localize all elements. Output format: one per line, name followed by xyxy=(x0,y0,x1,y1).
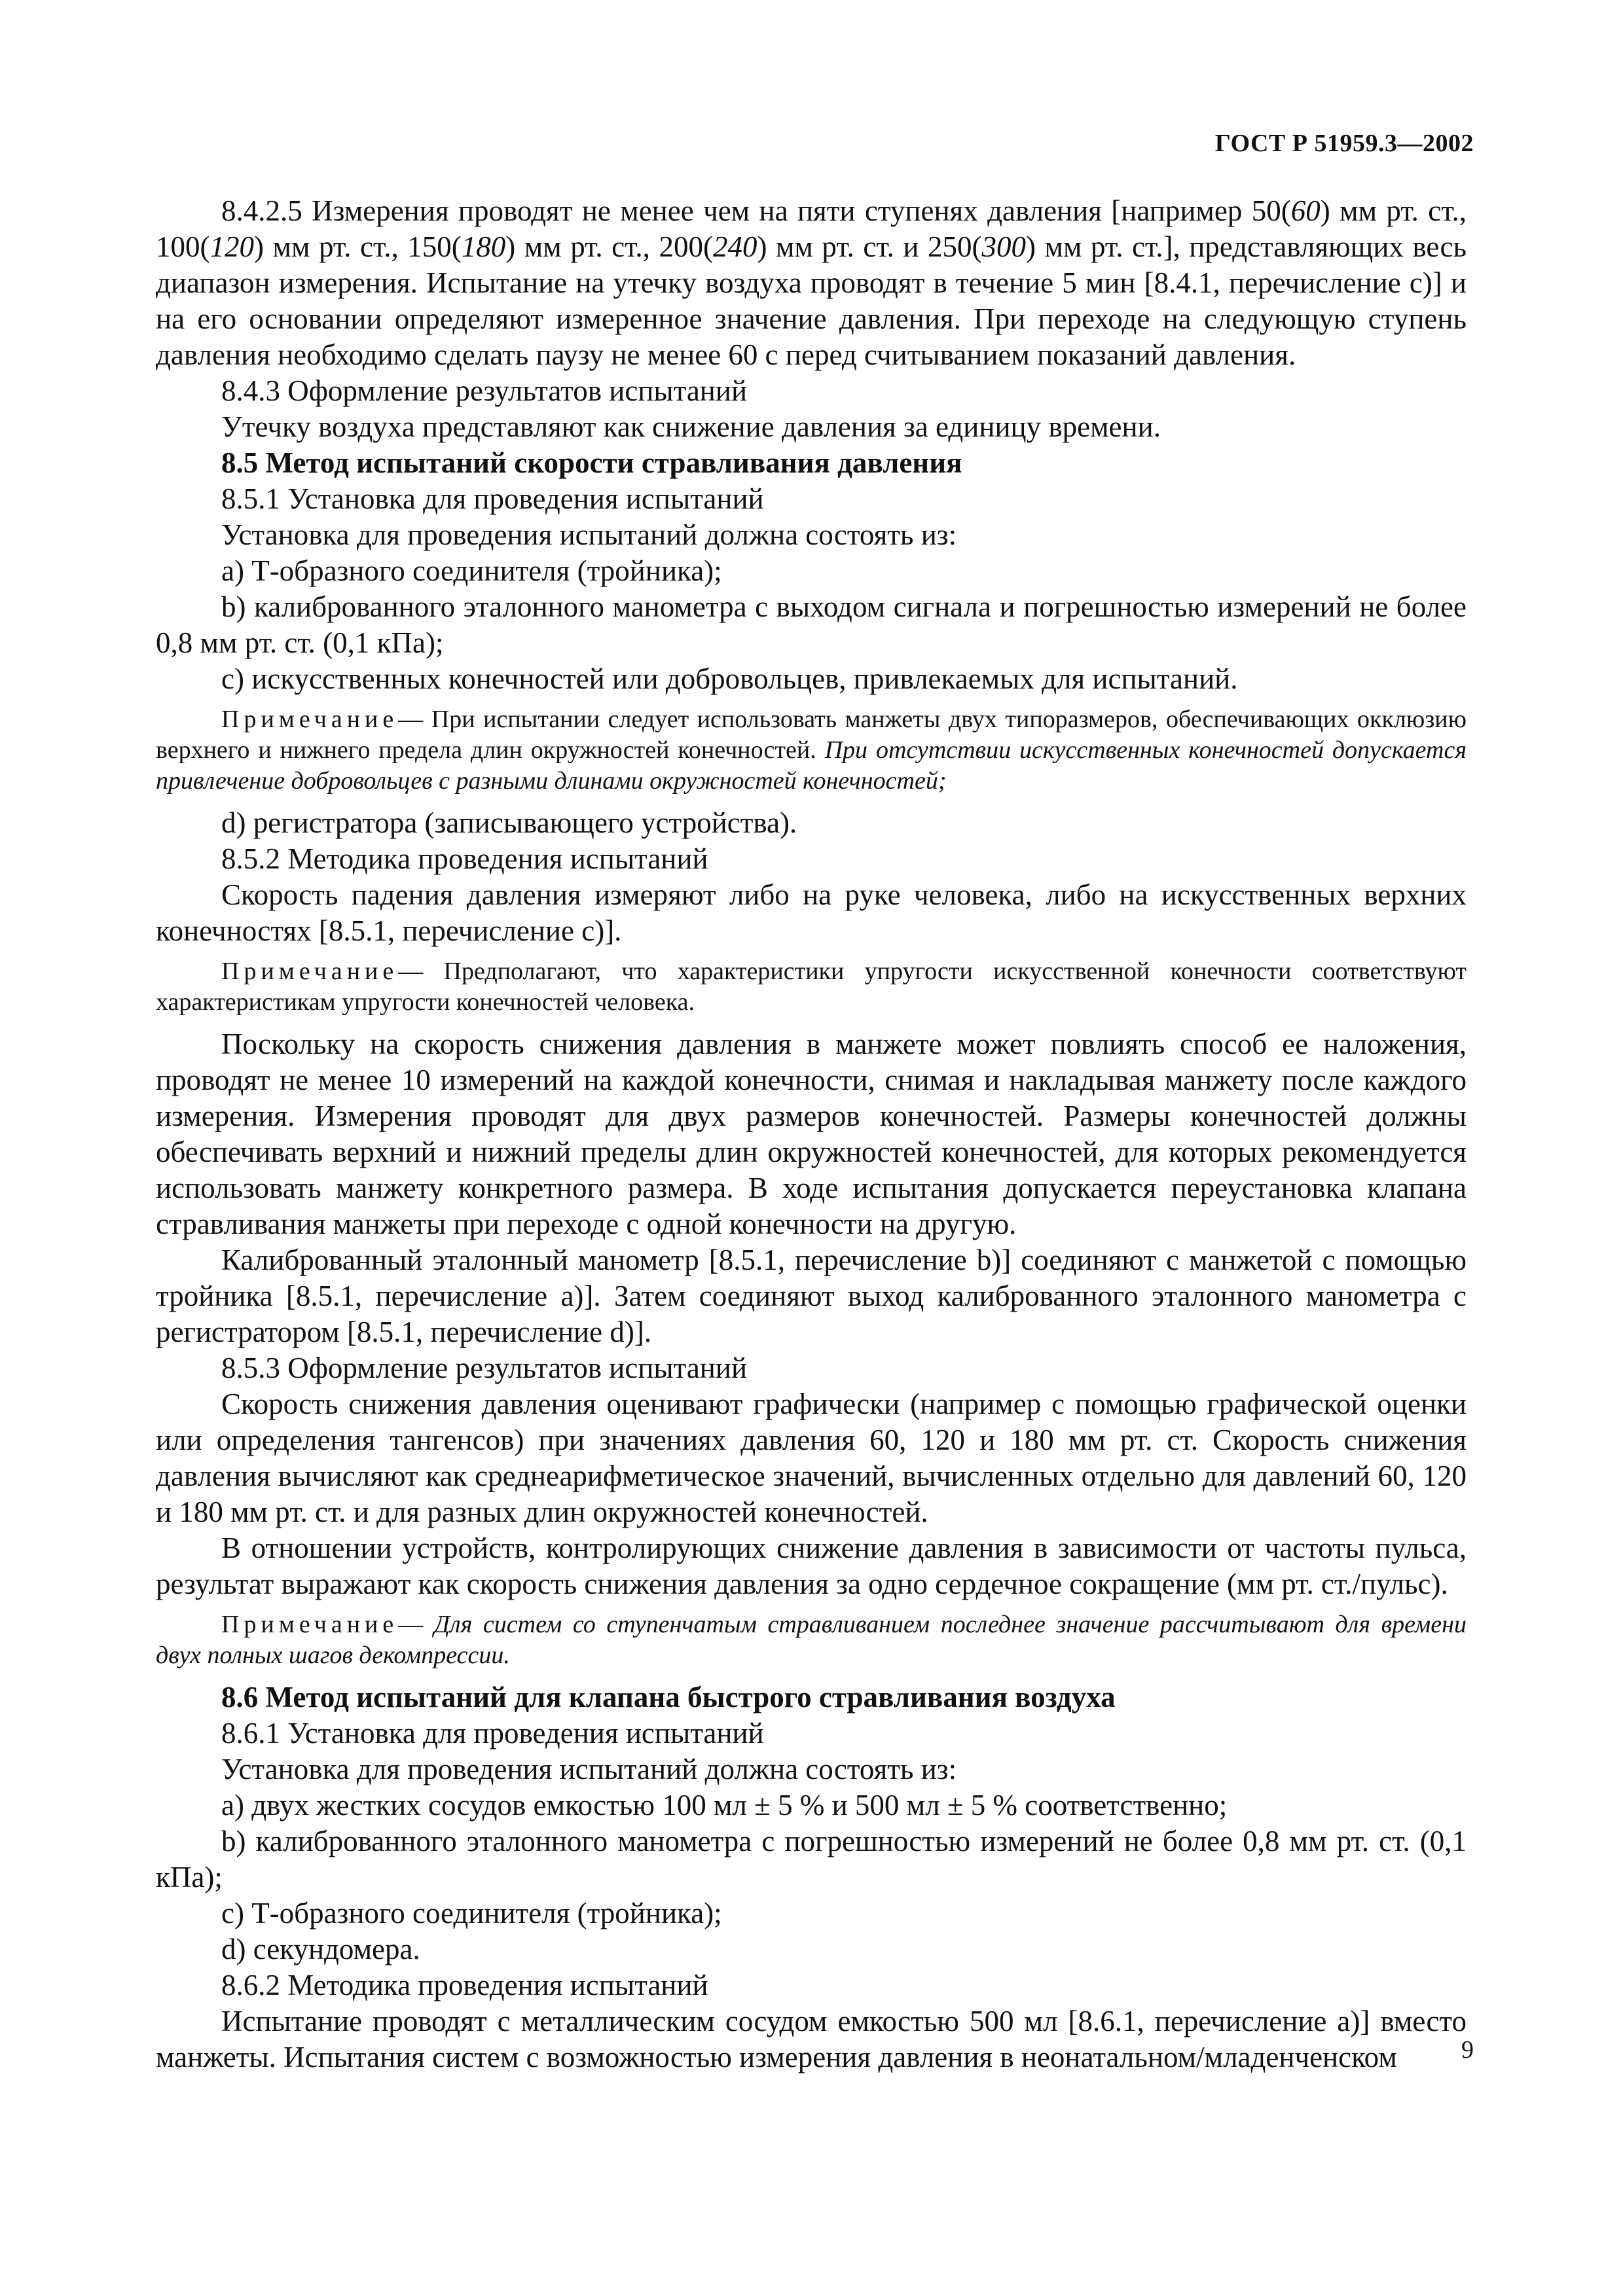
heading-8-5-3: 8.5.3 Оформление результатов испытаний xyxy=(221,1352,748,1384)
list-item-8-5-1-c: с) искусственных конечностей или добровольцев, привлекаемых для испытаний. xyxy=(221,662,1238,695)
paragraph-8-5-2-p3: Калиброванный эталонный манометр [8.5.1, перечисление b)] соединяют с манжетой с помощью тройника [8.5.1, перечисление а)]. Затем соединяют выход калиброванного эталонного манометра с регистратором [8.5.1, перечисление d)]. xyxy=(156,1244,1467,1348)
note-label: Примечание xyxy=(221,1611,399,1638)
heading-8-5-1: 8.5.1 Установка для проведения испытаний xyxy=(221,482,764,515)
list-item-8-5-1-d: d) регистратора (записывающего устройства). xyxy=(221,806,797,839)
paragraph-8-5-3-p2: В отношении устройств, контролирующих снижение давления в зависимости от частоты пульса, результат выражают как скорость снижения давления за одно сердечное сокращение (мм рт. ст./пульс). xyxy=(156,1532,1467,1600)
paragraph-8-6-1-intro: Установка для проведения испытаний должна состоять из: xyxy=(221,1753,957,1785)
list-item-8-6-1-d: d) секундомера. xyxy=(221,1933,420,1965)
paragraph-8-4-3: Утечку воздуха представляют как снижение давления за единицу времени. xyxy=(221,410,1161,443)
note-3 xyxy=(156,1609,1467,1671)
paragraph-8-4-2-5 xyxy=(156,193,1467,373)
heading-8-6-1: 8.6.1 Установка для проведения испытаний xyxy=(221,1717,764,1749)
text-run: ) мм рт. ст. и 250( xyxy=(757,230,982,263)
heading-8-6-2: 8.6.2 Методика проведения испытаний xyxy=(221,1969,708,2001)
text-run: ) мм рт. ст., 100( xyxy=(156,194,1467,263)
heading-8-6: 8.6 Метод испытаний для клапана быстрого стравливания воздуха xyxy=(221,1681,1116,1713)
paragraph-8-5-2: Скорость падения давления измеряют либо на руке человека, либо на искусственных верхних конечностях [8.5.1, перечисление с)]. xyxy=(156,878,1467,947)
paragraph-8-5-3-p1: Скорость снижения давления оценивают графически (например с помощью графической оценки или определения тангенсов) при значениях давления 60, 120 и 180 мм рт. ст. Скорость снижения давления вычисляют как среднеарифметическое значений, вычисленных отдельно для давлений 60, 120 и 180 мм рт. ст. и для разных длин окружностей конечностей. xyxy=(156,1388,1467,1528)
paragraph-8-6-2: Испытание проводят с металлическим сосудом емкостью 500 мл [8.6.1, перечисление а)] вместо манжеты. Испытания систем с возможностью измерения давления в неонатальном/младенченском xyxy=(156,2005,1467,2073)
italic-value: 60 xyxy=(1290,194,1321,227)
note-italic-text: При отсутствии искусственных конечностей допускается привлечение добровольцев с разными длинами окружностей конечностей; xyxy=(156,736,1467,795)
list-item-8-5-1-b: b) калиброванного эталонного манометра с выходом сигнала и погрешностью измерений не более 0,8 мм рт. ст. (0,1 кПа); xyxy=(156,590,1467,659)
italic-value: 180 xyxy=(461,230,506,263)
heading-8-4-3: 8.4.3 Оформление результатов испытаний xyxy=(221,374,748,407)
text-run: ) мм рт. ст.], представляющих весь диапазон измерения. Испытание на утечку воздуха проводят в течение 5 мин [8.4.1, перечисление с)] и на его основании определяют измеренное значение давления. При переходе на следующую ступень давления необходимо сделать паузу не менее 60 с перед считыванием показаний давления. xyxy=(156,230,1467,371)
page-number: 9 xyxy=(1461,2036,1474,2064)
note-text: — При испытании следует использовать манжеты двух типоразмеров, обеспечивающих окклюзию верхнего и нижнего предела длин окружностей конечностей. xyxy=(156,706,1467,764)
heading-8-5-2: 8.5.2 Методика проведения испытаний xyxy=(221,842,708,875)
list-item-8-6-1-b: b) калиброванного эталонного манометра с погрешностью измерений не более 0,8 мм рт. ст. (0,1 кПа); xyxy=(156,1825,1467,1893)
paragraph-8-5-1-intro: Установка для проведения испытаний должна состоять из: xyxy=(221,518,957,551)
list-item-8-6-1-c: с) Т-образного соединителя (тройника); xyxy=(221,1897,722,1929)
note-2 xyxy=(156,956,1467,1018)
list-item-8-5-1-a: а) Т-образного соединителя (тройника); xyxy=(221,554,722,587)
note-dash: — xyxy=(398,1611,434,1638)
paragraph-8-5-2-p2: Поскольку на скорость снижения давления в манжете может повлиять способ ее наложения, проводят не менее 10 измерений на каждой конечности, снимая и накладывая манжету после каждого измерения. Измерения проводят для двух размеров конечностей. Размеры конечностей должны обеспечивать верхний и нижний пределы длин окружностей конечностей, для которых рекомендуется использовать манжету конкретного размера. В ходе испытания допускается переустановка клапана стравливания манжеты при переходе с одной конечности на другую. xyxy=(156,1028,1467,1240)
italic-value: 240 xyxy=(712,230,757,263)
italic-value: 120 xyxy=(210,230,254,263)
note-label: Примечание xyxy=(221,706,399,733)
note-1 xyxy=(156,704,1467,797)
text-run: ) мм рт. ст., 200( xyxy=(505,230,713,263)
note-italic-text: Для систем со ступенчатым стравливанием последнее значение рассчитывают для времени двух полных шагов декомпрессии. xyxy=(156,1611,1467,1669)
note-label: Примечание xyxy=(221,958,399,985)
note-text: — Предполагают, что характеристики упругости искусственной конечности соответствуют характеристикам упругости конечностей человека. xyxy=(156,958,1467,1016)
text-run: ) мм рт. ст., 150( xyxy=(254,230,462,263)
document-body xyxy=(156,193,1467,2075)
text-run: 8.4.2.5 Измерения проводят не менее чем на пяти ступенях давления [например 50( xyxy=(221,194,1291,227)
italic-value: 300 xyxy=(981,230,1027,263)
heading-8-5: 8.5 Метод испытаний скорости стравливания давления xyxy=(221,446,962,479)
standard-code-header: ГОСТ Р 51959.3—2002 xyxy=(1214,130,1474,157)
list-item-8-6-1-a: а) двух жестких сосудов емкостью 100 мл ± 5 % и 500 мл ± 5 % соответственно; xyxy=(221,1789,1228,1821)
